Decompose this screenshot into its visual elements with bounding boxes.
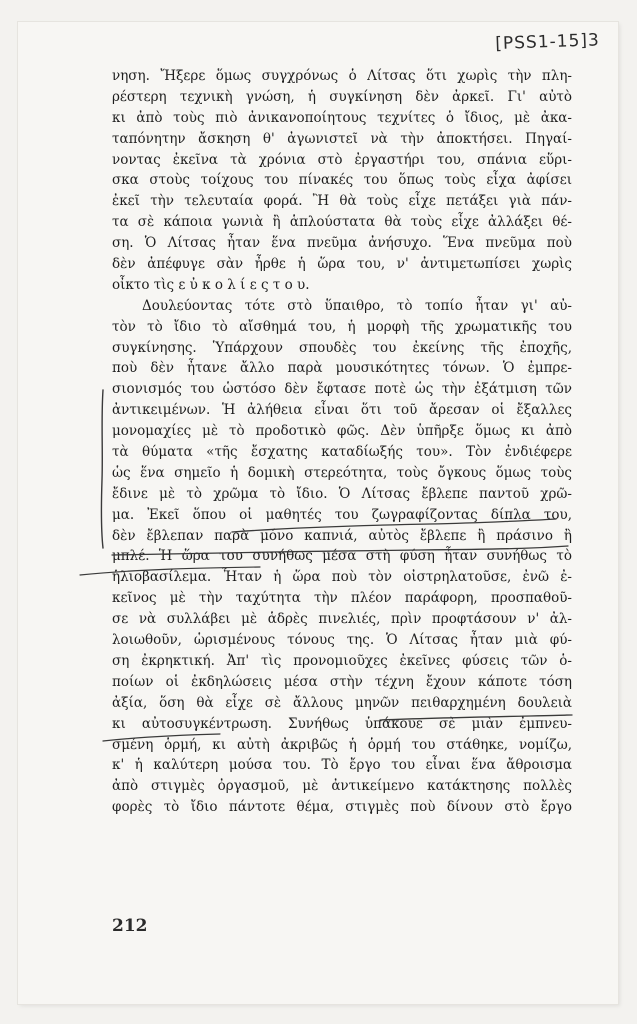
text-line: μονομαχίες μὲ τὸ προδοτικὸ φῶς. Δὲν ὑπῆρξε ὅμως κι ἀπὸ (112, 423, 572, 440)
text-line: φορὲς τὸ ἴδιο πάντοτε θέμα, στιγμὲς ποὺ δίνουν στὸ ἔργο (112, 799, 572, 816)
text-line: κ' ἡ καλύτερη μούσα του. Τὸ ἔργο του εἶναι ἕνα ἄθροισμα (112, 757, 572, 774)
text-line: ἀπὸ στιγμὲς ὀργασμοῦ, μὲ ἀντικείμενο κατάκτησης πολλὲς (112, 778, 572, 795)
text-line-underlined: ὡς ἕνα σημεῖο ἡ δομικὴ στερεότητα, τοὺς ὄγκους ὅμως τοὺς (112, 464, 572, 481)
text-line-paragraph-end: οἶκτο τὶς ε ὐ κ ο λ ί ε ς τ ο υ. (112, 276, 310, 293)
page-number: 212 (112, 916, 148, 936)
text-line: συγκίνησης. Ὑπάρχουν σπουδὲς του ἐκείνης τῆς ἐποχῆς, (112, 339, 572, 356)
text-line: κι αὐτοσυγκέντρωση. Συνήθως ὑπάκουε σὲ μιὰν ἐμπνευ- (112, 715, 572, 732)
text-line-underlined: λοιωθοῦν, ὡρισμένους τόνους της. Ὁ Λίτσας ἦταν μιὰ φύ- (112, 632, 572, 649)
text-line: δὲν ἔβλεπαν παρὰ μόνο καπνιά, αὐτὸς ἔβλεπε ἢ πράσινο ἢ (112, 527, 572, 544)
text-line: νοντας ἐκεῖνα τὰ χρόνια στὸ ἐργαστήρι του, σπάνια εὕρι- (112, 151, 572, 168)
text-line: ση ἐκρηκτική. Ἀπ' τὶς προνομιοῦχες ἐκεῖνες φύσεις τῶν ὁ- (112, 652, 572, 669)
text-line: μπλέ. Ἡ ὥρα του συνήθως μέσα στὴ φύση ἦταν συνήθως τὸ (112, 548, 572, 565)
text-line: ἐκεῖ τὴν τελευταία φορά. Ἢ θὰ τοὺς εἶχε πετάξει γιὰ πάν- (112, 193, 572, 210)
text-line: μα. Ἐκεῖ ὅπου οἱ μαθητές του ζωγραφίζοντας δίπλα του, (112, 506, 572, 523)
text-line: σμένη ὁρμή, κι αὐτὴ ἀκριβῶς ἡ ὁρμή του στάθηκε, νομίζω, (112, 736, 572, 753)
text-line: ταπόνητην ἄσκηση θ' ἀγωνιστεῖ νὰ τὴν ἀποκτήσει. Πηγαί- (112, 130, 572, 147)
archive-reference-handwritten: [PSS1-15]3 (495, 30, 601, 54)
text-line: ἀντικειμένων. Ἡ ἀλήθεια εἶναι ὅτι τοῦ ἄρεσαν οἱ ἔξαλλες (112, 402, 572, 419)
text-line: τὰ θύματα «τῆς ἔσχατης καταδίωξής του». Τὸν ἐνδιέφερε (112, 444, 572, 461)
text-line: σε νὰ συλλάβει μὲ ἁδρὲς πινελιές, πρὶν προφτάσουν ν' ἀλ- (112, 611, 572, 628)
text-line: ποὺ δὲν ἦτανε ἄλλο παρὰ μουσικότητες τόνων. Ὁ ἐμπρε- (112, 360, 572, 377)
text-line: δὲν ἀπέφυγε σὰν ἦρθε ἡ ὥρα του, ν' ἀντιμετωπίσει χωρὶς (112, 256, 572, 273)
text-line: τὸν τὸ ἴδιο τὸ αἴσθημά του, ἡ μορφὴ τῆς χρωματικῆς του (112, 318, 572, 335)
text-line: ἀξία, ὅση θὰ εἶχε σὲ ἄλλους μηνῶν πειθαρχημένη δουλειὰ (112, 694, 572, 711)
text-line: κεῖνος μὲ τὴν ταχύτητα τὴν πλέον παράφορη, προσπαθοῦ- (112, 590, 572, 607)
text-line: σκα στοὺς τοίχους του πίνακές του ὅπως τοὺς εἶχα ἀφίσει (112, 172, 572, 189)
text-line: ση. Ὁ Λίτσας ἦταν ἕνα πνεῦμα ἀνήσυχο. Ἕνα πνεῦμα ποὺ (112, 235, 572, 252)
text-line: ποίων οἱ ἐκδηλώσεις μέσα στὴν τέχνη ἔχουν κάποτε τόση (112, 673, 572, 690)
text-line-paragraph-start: Δουλεύοντας τότε στὸ ὕπαιθρο, τὸ τοπίο ἦταν γι' αὐ- (142, 297, 572, 314)
text-line: σιονισμός του ὡστόσο δὲν ἔφτασε ποτὲ ὡς τὴν ἐξάτμιση τῶν (112, 381, 572, 398)
text-line: ρέστερη τεχνικὴ γνώση, ἡ συγκίνηση δὲν ἀρκεῖ. Γι' αὐτὸ (112, 88, 572, 105)
text-line: ἡλιοβασίλεμα. Ἦταν ἡ ὥρα ποὺ τὸν οἰστρηλατοῦσε, ἐνῶ ἐ- (112, 569, 572, 586)
text-line: νηση. Ἤξερε ὅμως συγχρόνως ὁ Λίτσας ὅτι χωρὶς τὴν πλη- (112, 68, 572, 84)
text-line: τα σὲ κάποια γωνιὰ ἢ ἁπλούστατα θὰ τοὺς εἶχε ἀλλάξει θέ- (112, 214, 572, 231)
body-text (112, 66, 572, 818)
text-line: κι ἀπὸ τοὺς πιὸ ἀνικανοποίητους τεχνίτες ὁ ἴδιος, μὲ ἀκα- (112, 109, 572, 126)
text-line-underlined: ἔδινε μὲ τὸ χρῶμα τὸ ἴδιο. Ὁ Λίτσας ἔβλεπε παντοῦ χρῶ- (112, 485, 572, 502)
